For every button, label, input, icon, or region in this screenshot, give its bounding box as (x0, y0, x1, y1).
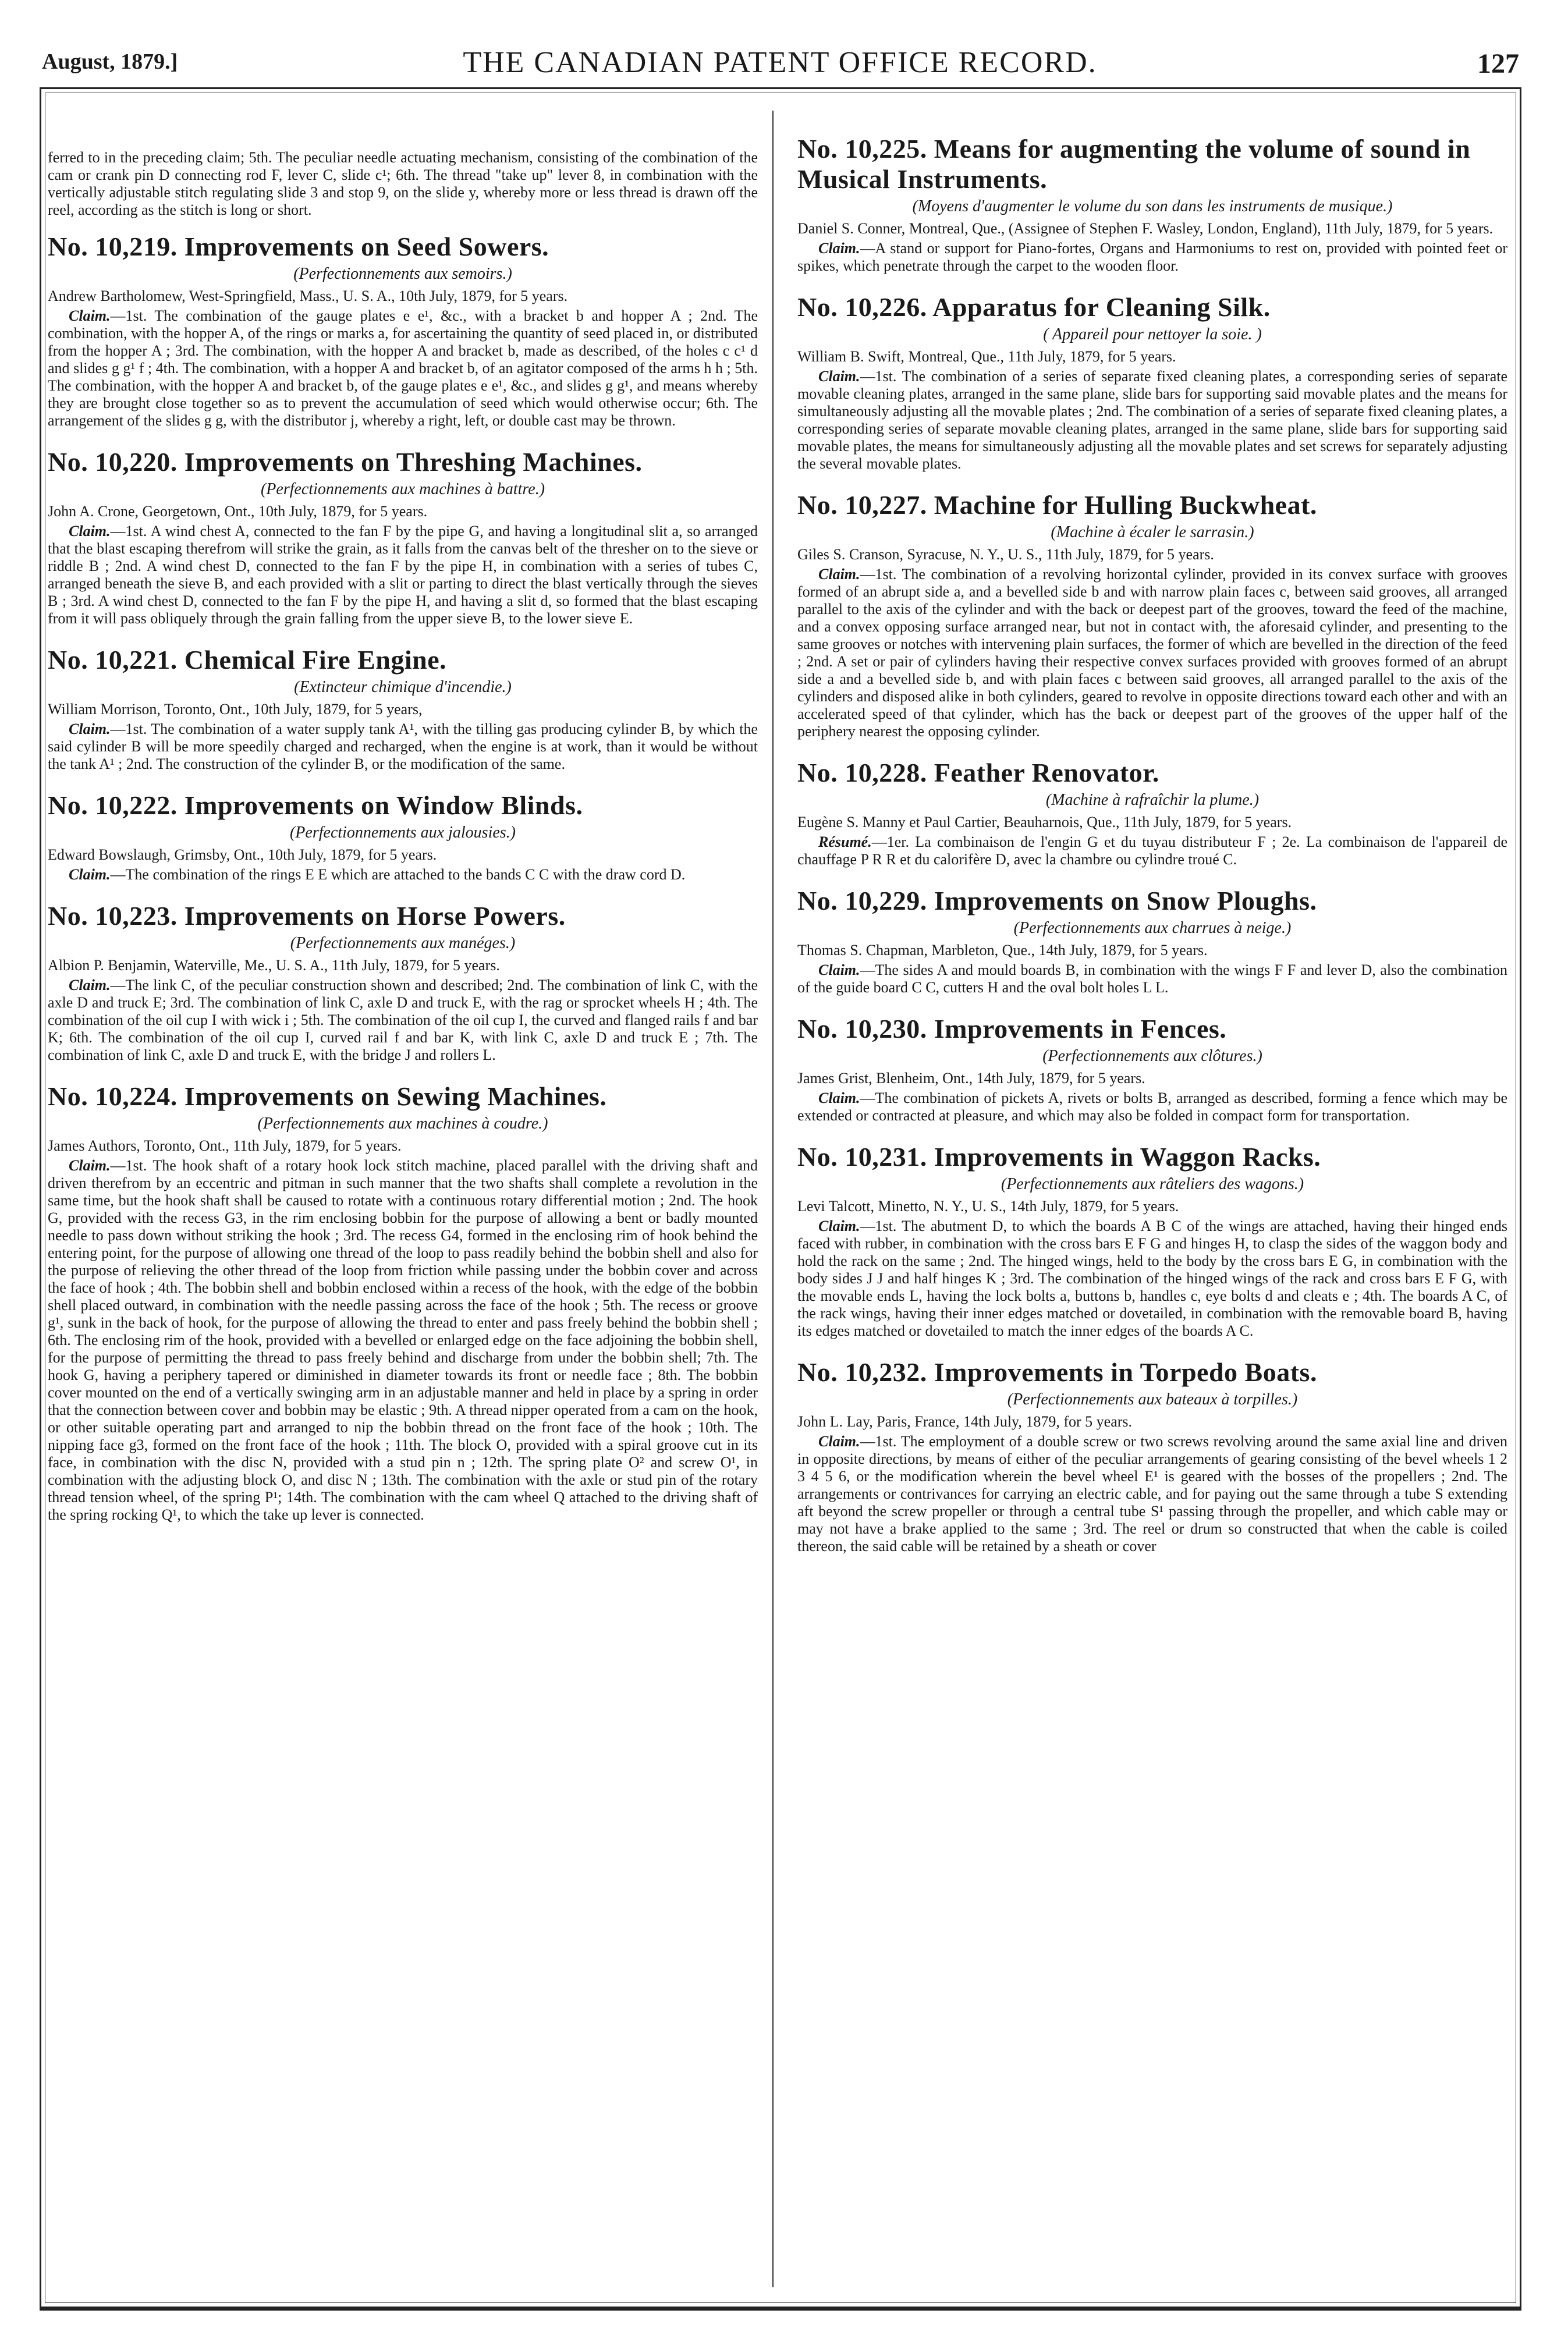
patentee-line: John A. Crone, Georgetown, Ont., 10th July, 1879, for 5 years. (48, 503, 428, 520)
patent-entry-10220 (48, 447, 758, 627)
patentee-line: James Grist, Blenheim, Ont., 14th July, 1879, for 5 years. (797, 1070, 1145, 1087)
patent-title: No. 10,220. Improvements on Threshing Machines. (48, 447, 643, 477)
claim-body: —1st. The hook shaft of a rotary hook lock stitch machine, placed parallel with the driving shaft and driven therefrom by an eccentric and pitman in such manner that the two shafts shall complete a revolution in the same time, but the hook shaft shall be caused to rotate with a continuous rotary differential motion ; 2nd. The hook G, provided with the recess G3, in the rim enclosing bobbin for the purpose of allowing a bent or badly mounted needle to pass down without striking the hook ; 3rd. The recess G4, formed in the enclosing rim of hook behind the entering point, for the purpose of allowing one thread of the loop to pass readily behind the bobbin shell and also for the purpose of relieving the other thread of the loop from friction while passing under the bobbin cover and across the face of hook ; 4th. The bobbin shell and bobbin enclosed within a recess of the hook, with the edge of the bobbin shell placed outward, in combination with the needle passing across the face of the hook ; 5th. The recess or groove g¹, sunk in the back of hook, for the purpose of allowing the thread to enter and pass freely behind the bobbin shell ; 6th. The enclosing rim of the hook, provided with a bevelled or enlarged edge on the face adjoining the bobbin shell, for the purpose of permitting the thread to pass freely behind and discharge from under the bobbin shell; 7th. The hook G, having a periphery tapered or diminished in diameter towards its front or needle face ; 8th. The bobbin cover mounted on the end of a vertically swinging arm in an adjustable manner and held in place by a spring in order that the connection between cover and bobbin may be elastic ; 9th. A thread nipper operated from a cam on the hook, or other suitable operating part and arranged to nip the bobbin thread on the front face of the hook ; 10th. The nipping face g3, formed on the front face of the hook ; 11th. The block O, provided with a spiral groove cut in its face, in combination with the disc N, provided with a stud pin n ; 12th. The spring plate O² and screw O¹, in combination with the adjusting block O, and disc N ; 13th. The combination with the axle or stud pin of the rotary thread tension wheel, of the spring P¹; 14th. The combination with the cam wheel Q attached to the driving shaft of the spring rocking Q¹, to which the take up lever is connected. (48, 1157, 758, 1523)
claim-label: Claim. (69, 307, 111, 324)
claim-body: —1st. The abutment D, to which the boards A B C of the wings are attached, having their hinged ends faced with rubber, in combination with the cross bars E F G and hinges H, to clasp the sides of the waggon body and hold the rack on the same ; 2nd. The hinged wings, held to the body by the cross bars E G, in combination with the body sides J J and half hinges K ; 3rd. The combination of the hinged wings of the rack and cross bars E F G, with the movable ends L, having the lock bolts a, buttons b, handles c, eye bolts d and cleats e ; 4th. The boards A C, of the rack wings, having their inner edges matched or dovetailed, in combination with the removable board B, having its edges matched or dovetailed to match the inner edges of the boards A C. (797, 1218, 1507, 1339)
left-column (48, 134, 758, 1541)
patent-french-title: (Perfectionnements aux machines à battre.) (260, 480, 545, 498)
claim-body: —1st. The combination of the gauge plates e e¹, &c., with a bracket b and hopper A ; 2nd. The combination, with the hopper A, of the rings or marks a, for ascertaining the quantity of seed placed in, or distributed from the hopper A ; 3rd. The combination, with the hopper A and bracket b, made as described, of the holes c c¹ d and slides g g¹ f ; 4th. The combination, with a hopper A and bracket b, of an agitator composed of the arms h h ; 5th. The combination, with the hopper A and bracket b, of the gauge plates e e¹, &c., and slides g g¹, and means whereby they are brought close together so as to prevent the accumulation of seed which would otherwise occur; 6th. The arrangement of the slides g g, with the distributor j, whereby a right, left, or double cast may be thrown. (48, 307, 758, 429)
claim-body: —1er. La combinaison de l'engin G et du tuyau distributeur F ; 2e. La combinaison de l'appareil de chauffage P R R et du calorifère D, avec la chambre ou cylindre troué C. (797, 833, 1507, 868)
claim-text (797, 566, 1507, 740)
claim-body: —1st. The combination of a water supply tank A¹, with the tilling gas producing cylinder B, by which the said cylinder B will be more speedily charged and recharged, when the engine is at work, than it would be without the tank A¹ ; 2nd. The construction of the cylinder B, or the modification of the same. (48, 721, 758, 772)
claim-text (797, 240, 1507, 275)
claim-text (48, 307, 758, 430)
journal-title: THE CANADIAN PATENT OFFICE RECORD. (463, 46, 1097, 79)
patent-title: No. 10,222. Improvements on Window Blinds. (48, 790, 583, 820)
claim-text (797, 368, 1507, 473)
patent-entry-10232 (797, 1357, 1507, 1555)
patent-title: No. 10,229. Improvements on Snow Ploughs. (797, 886, 1317, 916)
patent-french-title: (Perfectionnements aux jalousies.) (289, 824, 516, 842)
patentee-line: James Authors, Toronto, Ont., 11th July, 1879, for 5 years. (48, 1137, 402, 1154)
patent-title: No. 10,221. Chemical Fire Engine. (48, 645, 447, 675)
claim-text (48, 523, 758, 627)
patent-entry-10221 (48, 645, 758, 773)
claim-body: —1st. The employment of a double screw or two screws revolving around the same axial line and driven in opposite directions, by means of either of the peculiar arrangements of gearing consisting of the bevel wheels 1 2 3 4 5 6, or the modification wherein the bevel wheel E¹ is geared with the bosses of the propellers ; 2nd. The arrangements or contrivances for carrying an electric cable, and for paying out the same through a tube S extending aft beyond the screw propeller or through a central tube S¹ passing through the propeller, and which cable may or may not have a brake applied to the same ; 3rd. The reel or drum so constructed that when the cable is coiled thereon, the said cable will be retained by a sheath or cover (797, 1433, 1507, 1555)
patent-french-title: (Machine à rafraîchir la plume.) (1045, 791, 1260, 809)
claim-label: Claim. (69, 1157, 111, 1174)
patent-french-title: (Moyens d'augmenter le volume du son dans les instruments de musique.) (912, 197, 1393, 215)
patent-french-title: (Perfectionnements aux râteliers des wagons.) (1001, 1175, 1304, 1193)
claim-text (797, 961, 1507, 996)
right-column (797, 134, 1507, 1573)
patent-entry-10230 (797, 1014, 1507, 1124)
patent-entry-10225 (797, 134, 1507, 275)
claim-label: Claim. (818, 1090, 860, 1106)
claim-text (48, 721, 758, 773)
claim-text (797, 1218, 1507, 1340)
patentee-line: Edward Bowslaugh, Grimsby, Ont., 10th July, 1879, for 5 years. (48, 846, 437, 863)
claim-text (48, 1157, 758, 1524)
patent-french-title: (Perfectionnements aux semoirs.) (293, 265, 512, 283)
claim-body: —The sides A and mould boards B, in combination with the wings F F and lever D, also the combination of the guide board C C, cutters H and the oval bolt holes L L. (797, 961, 1507, 996)
patentee-line: John L. Lay, Paris, France, 14th July, 1879, for 5 years. (797, 1413, 1133, 1430)
patent-title: No. 10,224. Improvements on Sewing Machines. (48, 1081, 607, 1111)
patent-french-title: (Perfectionnements aux clôtures.) (1042, 1047, 1262, 1065)
claim-body: —1st. The combination of a revolving horizontal cylinder, provided in its convex surface with grooves formed of an abrupt side a, and a bevelled side b and with narrow plain faces c, between said grooves, all arranged parallel to the axis of the cylinder and with the back or deepest part of the grooves, toward the feed of the machine, and a convex opposing surface arranged near, but not in contact with, the aforesaid cylinder, and presenting to the same grooves or notches with intervening plain surfaces, the former of which are bevelled in the direction of the feed ; 2nd. A set or pair of cylinders having their respective convex surfaces provided with grooves formed of an abrupt side a and a bevelled side b, and with plain faces c between said grooves, all arranged parallel to the axis of the cylinders and disposed alike in both cylinders, geared to revolve in opposite directions toward each other and with an accelerated speed of that cylinder, which has the back or deepest part of the grooves of the upper half of the periphery nearest the opposing cylinder. (797, 566, 1507, 740)
claim-label: Résumé. (818, 833, 872, 850)
claim-label: Claim. (69, 866, 111, 883)
claim-label: Claim. (69, 523, 111, 540)
patent-french-title: ( Appareil pour nettoyer la soie. ) (1043, 325, 1262, 343)
running-head (35, 41, 1525, 87)
patent-entry-10231 (797, 1142, 1507, 1340)
patentee-line: Daniel S. Conner, Montreal, Que., (Assignee of Stephen F. Wasley, London, England), 11th July, 1879, for 5 years. (797, 220, 1493, 237)
patent-title: No. 10,219. Improvements on Seed Sowers. (48, 232, 549, 261)
patent-title: No. 10,230. Improvements in Fences. (797, 1014, 1227, 1044)
bottom-rule (40, 2307, 1521, 2311)
patent-entry-10227 (797, 490, 1507, 740)
page-number: 127 (1477, 48, 1519, 79)
claim-body: —The combination of the rings E E which are attached to the bands C C with the draw cord D. (110, 866, 686, 883)
patentee-line: William B. Swift, Montreal, Que., 11th July, 1879, for 5 years. (797, 348, 1176, 365)
patent-entry-10226 (797, 292, 1507, 473)
claim-label: Claim. (818, 240, 860, 257)
patent-entry-10224 (48, 1081, 758, 1524)
patent-french-title: (Perfectionnements aux machines à coudre.) (257, 1115, 548, 1133)
patent-entry-10229 (797, 886, 1507, 996)
patent-french-title: (Extincteur chimique d'incendie.) (294, 678, 512, 696)
patentee-line: Levi Talcott, Minetto, N. Y., U. S., 14th July, 1879, for 5 years. (797, 1198, 1179, 1215)
patent-title: No. 10,226. Apparatus for Cleaning Silk. (797, 292, 1271, 322)
issue-date: August, 1879.] (42, 49, 178, 74)
claim-label: Claim. (69, 721, 111, 737)
patent-title: No. 10,231. Improvements in Waggon Racks. (797, 1142, 1321, 1172)
claim-body: —A stand or support for Piano-fortes, Organs and Harmoniums to rest on, provided with pointed feet or spikes, which penetrate through the carpet to the wooden floor. (797, 240, 1507, 274)
patent-entry-10219 (48, 232, 758, 430)
patent-french-title: (Perfectionnements aux manéges.) (290, 934, 516, 952)
claim-text (48, 866, 758, 883)
patentee-line: Thomas S. Chapman, Marbleton, Que., 14th July, 1879, for 5 years. (797, 942, 1208, 959)
claim-label: Claim. (818, 368, 860, 385)
patent-title: No. 10,228. Feather Renovator. (797, 758, 1159, 787)
claim-body: —The combination of pickets A, rivets or bolts B, arranged as described, forming a fence which may be extended or contracted at pleasure, and which may also be folded in compact form for transportation. (797, 1090, 1507, 1124)
patent-title: No. 10,227. Machine for Hulling Buckwheat. (797, 490, 1317, 520)
patent-french-title: (Perfectionnements aux bateaux à torpilles.) (1007, 1390, 1298, 1408)
patent-entry-10222 (48, 790, 758, 883)
claim-body: —The link C, of the peculiar construction shown and described; 2nd. The combination of link C, with the axle D and truck E; 3rd. The combination of link C, axle D and truck E, with the rag or sprocket wheels H ; 4th. The combination of the oil cup I with wick i ; 5th. The combination of the oil cup I, the curved and flanged rails f and bar K; 6th. The combination of the oil cup I, curved rail f and bar K, with link C, axle D and truck E ; 7th. The combination of link C, axle D and truck E, with the bridge J and rollers L. (48, 977, 758, 1063)
claim-body: —1st. A wind chest A, connected to the fan F by the pipe G, and having a longitudinal slit a, so arranged that the blast escaping therefrom will strike the grain, as it falls from the canvas belt of the thresher on to the sieve or riddle B ; 2nd. A wind chest D, connected to the fan F by the pipe H, in combination with a series of tubes C, arranged beneath the sieve B, and each provided with a slit or parting to direct the blast vertically through the sieves B ; 3rd. A wind chest D, connected to the fan F by the pipe H, and having a slit d, so formed that the blast escaping from it will pass obliquely through the grain falling from the upper sieve B, to the lower sieve E. (48, 523, 758, 627)
claim-label: Claim. (818, 961, 860, 978)
column-divider (772, 111, 774, 2287)
patentee-line: Giles S. Cranson, Syracuse, N. Y., U. S., 11th July, 1879, for 5 years. (797, 546, 1214, 563)
claim-text (797, 1090, 1507, 1124)
patentee-line: Eugène S. Manny et Paul Cartier, Beauharnois, Que., 11th July, 1879, for 5 years. (797, 814, 1292, 831)
claim-body: —1st. The combination of a series of separate fixed cleaning plates, a corresponding series of separate movable cleaning plates, arranged in the same plane, slide bars for supporting said movable plates and the means for simultaneously adjusting all the movable plates ; 2nd. The combination of a series of separate fixed cleaning plates, a corresponding series of separate movable cleaning plates, arranged in the same plane, slide bars for supporting said movable plates, the means for simultaneously adjusting all the movable plates and set screws for separately adjusting the several movable plates. (797, 368, 1507, 472)
claim-label: Claim. (818, 1218, 860, 1234)
claim-label: Claim. (69, 977, 111, 993)
patent-entry-10223 (48, 901, 758, 1064)
claim-label: Claim. (818, 1433, 860, 1450)
claim-label: Claim. (818, 566, 860, 583)
patent-french-title: (Machine à écaler le sarrasin.) (1051, 523, 1254, 541)
patent-entry-10228 (797, 758, 1507, 868)
patentee-line: William Morrison, Toronto, Ont., 10th July, 1879, for 5 years, (48, 701, 423, 718)
claim-text (797, 1433, 1507, 1555)
patent-title: No. 10,223. Improvements on Horse Powers. (48, 901, 566, 931)
continued-claim-text: ferred to in the preceding claim; 5th. The peculiar needle actuating mechanism, consisting of the combination of the cam or crank pin D connecting rod F, lever C, slide c¹; 6th. The thread "take up" lever 8, in combination with the vertically adjustable stitch regulating slide 3 and stop 9, on the slide y, whereby more or less thread is drawn off the reel, according as the stitch is long or short. (48, 149, 758, 218)
claim-text (797, 833, 1507, 868)
patentee-line: Andrew Bartholomew, West-Springfield, Mass., U. S. A., 10th July, 1879, for 5 years. (48, 288, 568, 304)
patent-french-title: (Perfectionnements aux charrues à neige.) (1013, 919, 1292, 937)
claim-text (48, 977, 758, 1064)
patent-title: No. 10,225. Means for augmenting the volume of sound in Musical Instruments. (797, 134, 1471, 194)
patentee-line: Albion P. Benjamin, Waterville, Me., U. S. A., 11th July, 1879, for 5 years. (48, 957, 500, 974)
patent-title: No. 10,232. Improvements in Torpedo Boats. (797, 1357, 1317, 1387)
